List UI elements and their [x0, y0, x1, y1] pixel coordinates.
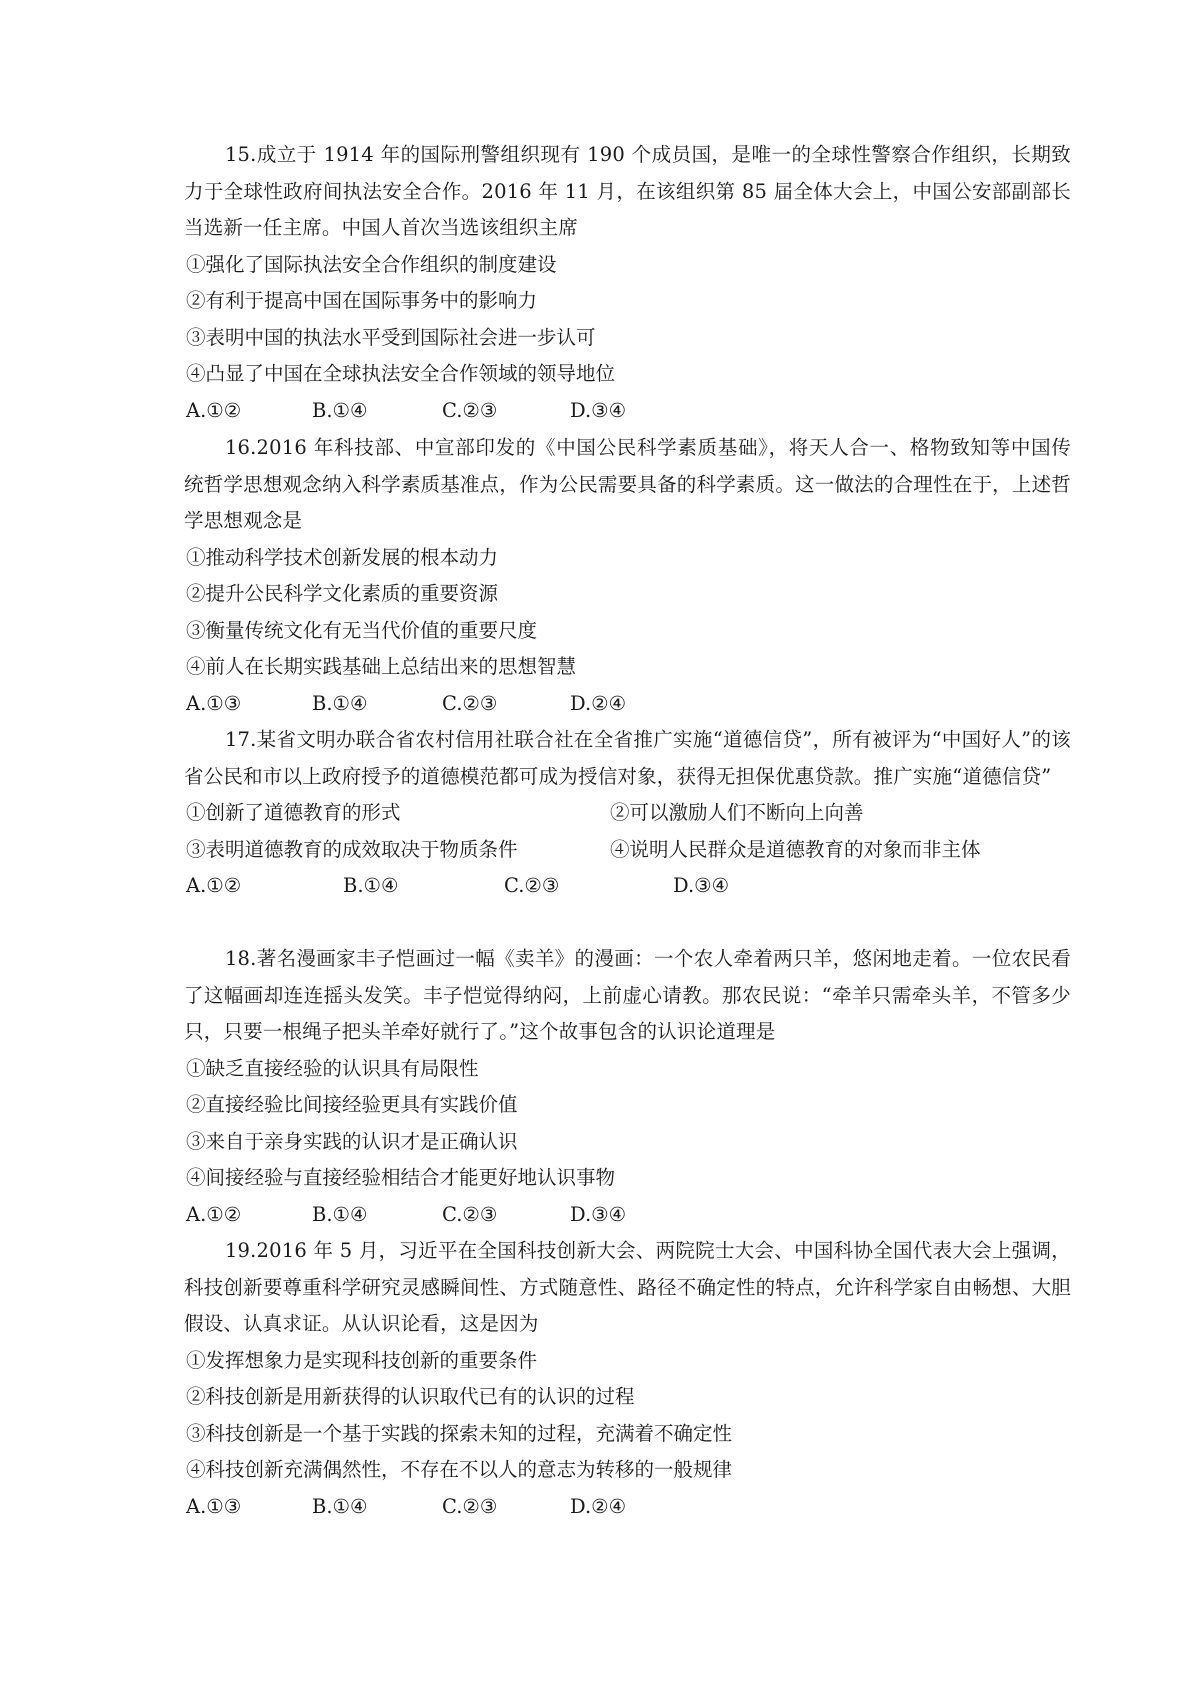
answer-choice-b: B.①④ [312, 1494, 368, 1518]
option-line [186, 795, 1071, 832]
answer-choices [186, 393, 1071, 430]
option-line [186, 1343, 1071, 1380]
option-line [186, 576, 1071, 613]
option-text: ④说明人民群众是道德教育的对象而非主体 [610, 837, 981, 861]
answer-choice-b: B.①④ [312, 1202, 368, 1226]
option-line [186, 1160, 1071, 1197]
option-line [186, 1379, 1071, 1416]
answer-choices [186, 868, 1071, 905]
option-text: ③衡量传统文化有无当代价值的重要尺度 [186, 618, 538, 642]
option-text: ②可以激励人们不断向上向善 [610, 801, 864, 824]
answer-choice-a: A.①② [186, 874, 242, 897]
answer-choices [186, 686, 1071, 723]
option-line [186, 1416, 1071, 1453]
option-line [186, 1452, 1071, 1489]
answer-choice-d: D.③④ [570, 1202, 627, 1226]
option-text: ④科技创新充满偶然性，不存在不以人的意志为转移的一般规律 [186, 1458, 733, 1481]
option-line [186, 1087, 1071, 1124]
answer-choices [186, 1489, 1071, 1526]
answer-choice-d: D.②④ [570, 691, 627, 715]
question-19 [186, 1233, 1071, 1525]
answer-choice-a: A.①③ [186, 1494, 242, 1518]
answer-choice-b: B.①④ [312, 691, 368, 715]
option-line [186, 613, 1071, 650]
question-16 [186, 430, 1071, 722]
question-stem: 19.2016 年 5 月，习近平在全国科技创新大会、两院院士大会、中国科协全国代表大会上强调，科技创新要尊重科学研究灵感瞬间性、方式随意性、路径不确定性的特点，允许科学家自由畅想、大胆假设、认真求证。从认识论看，这是因为 [184, 1239, 1071, 1335]
answer-choice-d: D.②④ [570, 1494, 627, 1518]
option-text: ①推动科学技术创新发展的根本动力 [186, 545, 499, 569]
question-stem: 15.成立于 1914 年的国际刑警组织现有 190 个成员国，是唯一的全球性警察合作组织，长期致力于全球性政府间执法安全合作。2016 年 11 月，在该组织第 85 届全体大会上，中国公安部副部长当选新一任主席。中国人首次当选该组织主席 [184, 143, 1071, 239]
answer-choice-c: C.②③ [442, 398, 498, 422]
option-text: ①发挥想象力是实现科技创新的重要条件 [186, 1348, 538, 1372]
option-text: ②科技创新是用新获得的认识取代已有的认识的过程 [186, 1385, 635, 1408]
option-line [186, 832, 1071, 869]
option-text: ④凸显了中国在全球执法安全合作领域的领导地位 [186, 362, 616, 385]
answer-choice-c: C.②③ [442, 1494, 498, 1518]
option-text: ④前人在长期实践基础上总结出来的思想智慧 [186, 655, 577, 678]
option-line [186, 247, 1071, 284]
option-text: ③表明道德教育的成效取决于物质条件 [186, 837, 518, 861]
question-15 [186, 137, 1071, 429]
option-text: ③来自于亲身实践的认识才是正确认识 [186, 1129, 518, 1153]
answer-choices [186, 1197, 1071, 1234]
option-text: ②有利于提高中国在国际事务中的影响力 [186, 289, 538, 312]
question-18 [186, 941, 1071, 1233]
option-line [186, 540, 1071, 577]
question-stem: 16.2016 年科技部、中宣部印发的《中国公民科学素质基础》，将天人合一、格物致知等中国传统哲学思想观念纳入科学素质基准点，作为公民需要具备的科学素质。这一做法的合理性在于，上述哲学思想观念是 [184, 436, 1071, 532]
answer-choice-a: A.①③ [186, 691, 242, 715]
option-line [186, 320, 1071, 357]
answer-choice-b: B.①④ [343, 874, 399, 897]
answer-choice-a: A.①② [186, 1202, 242, 1226]
option-text: ①缺乏直接经验的认识具有局限性 [186, 1056, 479, 1080]
option-text: ③表明中国的执法水平受到国际社会进一步认可 [186, 325, 596, 349]
option-text: ②直接经验比间接经验更具有实践价值 [186, 1093, 518, 1116]
answer-choice-d: D.③④ [570, 398, 627, 422]
option-line [186, 1124, 1071, 1161]
answer-choice-d: D.③④ [673, 874, 730, 897]
option-line [186, 283, 1071, 320]
answer-choice-b: B.①④ [312, 398, 368, 422]
question-17 [186, 722, 1071, 905]
answer-choice-c: C.②③ [504, 874, 560, 897]
option-text: ③科技创新是一个基于实践的探索未知的过程，充满着不确定性 [186, 1421, 733, 1445]
option-text: ④间接经验与直接经验相结合才能更好地认识事物 [186, 1166, 616, 1189]
option-text: ①强化了国际执法安全合作组织的制度建设 [186, 252, 557, 276]
answer-choice-a: A.①② [186, 398, 242, 422]
option-text: ①创新了道德教育的形式 [186, 801, 401, 824]
question-stem: 17.某省文明办联合省农村信用社联合社在全省推广实施“道德信贷”，所有被评为“中国好人”的该省公民和市以上政府授予的道德模范都可成为授信对象，获得无担保优惠贷款。推广实施“道德信贷” [184, 728, 1071, 788]
option-line [186, 356, 1071, 393]
option-line [186, 649, 1071, 686]
answer-choice-c: C.②③ [442, 691, 498, 715]
option-text: ②提升公民科学文化素质的重要资源 [186, 582, 499, 605]
answer-choice-c: C.②③ [442, 1202, 498, 1226]
option-line [186, 1051, 1071, 1088]
question-stem: 18.著名漫画家丰子恺画过一幅《卖羊》的漫画：一个农人牵着两只羊，悠闲地走着。一位农民看了这幅画却连连摇头发笑。丰子恺觉得纳闷，上前虚心请教。那农民说：“牵羊只需牵头羊，不管多少只，只要一根绳子把头羊牵好就行了。”这个故事包含的认识论道理是 [184, 947, 1071, 1043]
